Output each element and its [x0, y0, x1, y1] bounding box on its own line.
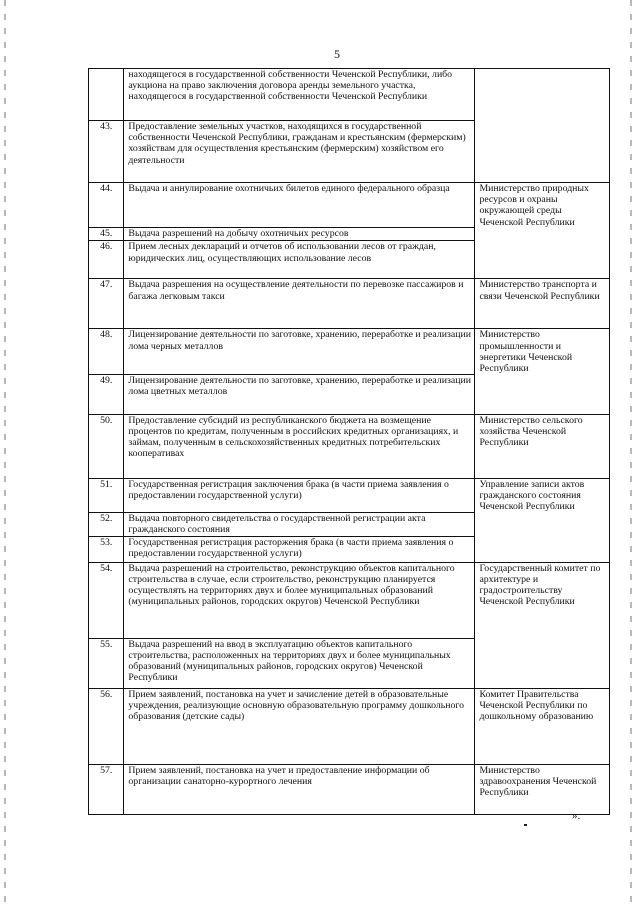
table-row [89, 562, 610, 638]
table-row [89, 478, 610, 512]
services-table [88, 68, 610, 815]
table-row [89, 241, 610, 279]
row-number: 43. [89, 121, 124, 183]
responsible-body: Управление записи актов гражданского состояния Чеченской Республики [475, 478, 610, 512]
scan-edge-right [630, 0, 632, 905]
table-row [89, 764, 610, 814]
responsible-body: Министерство природных ресурсов и охраны окружающей среды Чеченской Республики [475, 183, 610, 228]
row-number: 56. [89, 688, 124, 764]
responsible-body: Министерство здравоохранения Чеченской Республики [475, 764, 610, 814]
row-number: 55. [89, 638, 124, 688]
table-row [89, 228, 610, 241]
service-description: Лицензирование деятельности по заготовке, хранению, переработке и реализации лома цветных металлов [124, 374, 475, 414]
table-row [89, 536, 610, 562]
table-row [89, 279, 610, 329]
responsible-body: Комитет Правительства Чеченской Республики по дошкольному образованию [475, 688, 610, 764]
responsible-body [475, 512, 610, 536]
table-row [89, 414, 610, 478]
responsible-body [475, 69, 610, 121]
service-description: Государственная регистрация расторжения брака (в части приема заявления о предоставлении государственной услуги) [124, 536, 475, 562]
service-description: Прием заявлений, постановка на учет и зачисление детей в образовательные учреждения, реализующие основную образовательную программу дошкольного образования (детские сады) [124, 688, 475, 764]
row-number: 50. [89, 414, 124, 478]
service-description: Выдача разрешений на ввод в эксплуатацию объектов капитального строительства, расположенных на территориях двух и более муниципальных образований (муниципальных районов, городских округов) Чеченской Республики [124, 638, 475, 688]
responsible-body [475, 374, 610, 414]
row-number: 47. [89, 279, 124, 329]
responsible-body [475, 241, 610, 279]
service-description: Выдача повторного свидетельства о государственной регистрации акта гражданского состояния [124, 512, 475, 536]
service-description: Прием заявлений, постановка на учет и предоставление информации об организации санаторно-курортного лечения [124, 764, 475, 814]
row-number: 49. [89, 374, 124, 414]
page-number: 5 [334, 47, 340, 61]
responsible-body [475, 121, 610, 183]
responsible-body: Государственный комитет по архитектуре и градостроительству Чеченской Республики [475, 562, 610, 638]
service-description: Предоставление земельных участков, находящихся в государственной собственности Чеченской Республики, гражданам и крестьянским (фермерским) хозяйствам для осуществления крестьянским (фермерским) хозяйством его деятельности [124, 121, 475, 183]
responsible-body: Министерство сельского хозяйства Чеченской Республики [475, 414, 610, 478]
table-row [89, 69, 610, 121]
service-description: Выдача разрешения на осуществление деятельности по перевозке пассажиров и багажа легковым такси [124, 279, 475, 329]
row-number: 48. [89, 329, 124, 374]
service-description: Выдача разрешений на добычу охотничьих ресурсов [124, 228, 475, 241]
service-description: Предоставление субсидий из республиканского бюджета на возмещение процентов по кредитам, полученным в российских кредитных организациях, и займам, полученным в сельскохозяйственных кредитных потребительских кооперативах [124, 414, 475, 478]
table-row [89, 512, 610, 536]
table-row [89, 688, 610, 764]
closing-quote-mark: ». [572, 810, 581, 822]
service-description: находящегося в государственной собственности Чеченской Республики, либо аукциона на право заключения договора аренды земельного участка, находящегося в государственной собственности Чеченской Республики [124, 69, 475, 121]
row-number: 54. [89, 562, 124, 638]
row-number: 53. [89, 536, 124, 562]
table-row [89, 121, 610, 183]
service-description: Прием лесных деклараций и отчетов об использовании лесов от граждан, юридических лиц, осуществляющих использование лесов [124, 241, 475, 279]
row-number: 46. [89, 241, 124, 279]
service-description: Выдача разрешений на строительство, реконструкцию объектов капитального строительства в случае, если строительство, реконструкцию планируется осуществлять на территориях двух и более муниципальных образований (муниципальных районов, городских округов) Чеченской Республики [124, 562, 475, 638]
row-number: 45. [89, 228, 124, 241]
scan-edge-left [4, 0, 6, 905]
table-row [89, 638, 610, 688]
table-row [89, 329, 610, 374]
row-number: 57. [89, 764, 124, 814]
table-row [89, 374, 610, 414]
table-row [89, 183, 610, 228]
service-description: Государственная регистрация заключения брака (в части приема заявления о предоставлении государственной услуги) [124, 478, 475, 512]
responsible-body: Министерство промышленности и энергетики Чеченской Республики [475, 329, 610, 374]
service-description: Выдача и аннулирование охотничьих билетов единого федерального образца [124, 183, 475, 228]
service-description: Лицензирование деятельности по заготовке, хранению, переработке и реализации лома черных металлов [124, 329, 475, 374]
scan-speck [524, 824, 527, 826]
responsible-body [475, 536, 610, 562]
row-number: 44. [89, 183, 124, 228]
row-number [89, 69, 124, 121]
row-number: 51. [89, 478, 124, 512]
row-number: 52. [89, 512, 124, 536]
responsible-body: Министерство транспорта и связи Чеченской Республики [475, 279, 610, 329]
responsible-body [475, 638, 610, 688]
responsible-body [475, 228, 610, 241]
